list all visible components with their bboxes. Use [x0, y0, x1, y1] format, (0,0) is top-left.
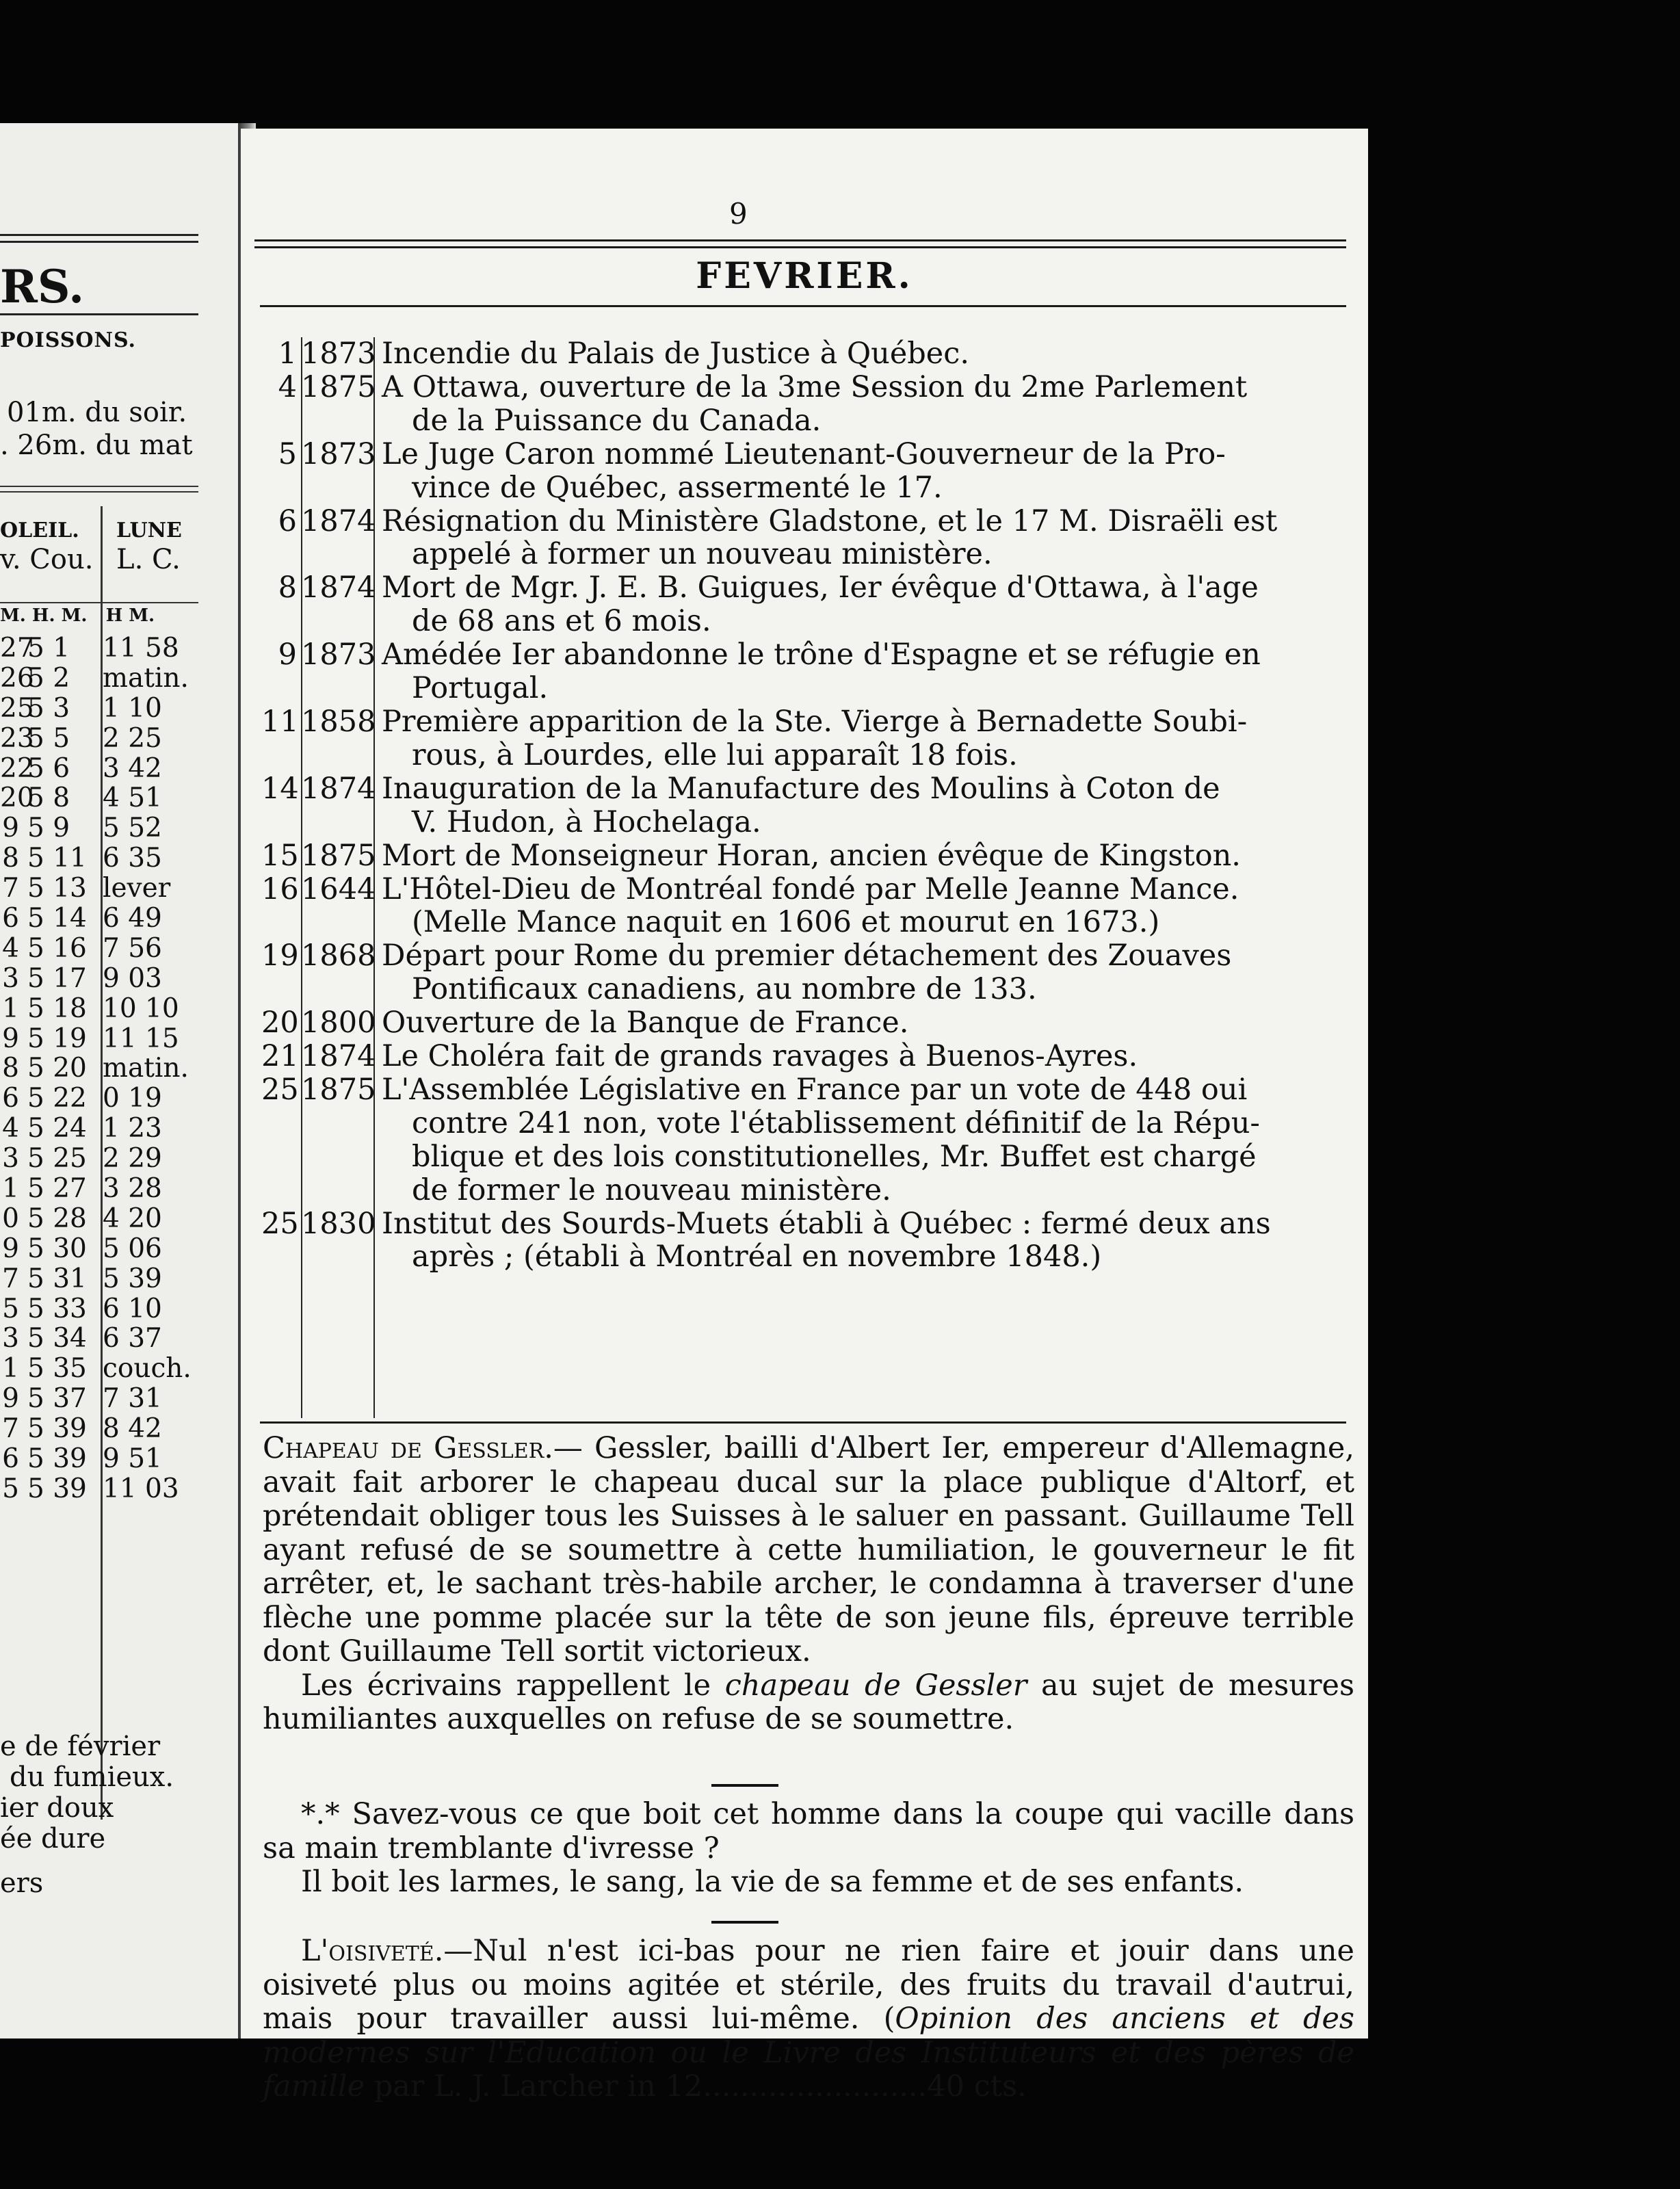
- left-poissons: POISSONS.: [0, 328, 136, 352]
- left-table-cell: 5 52: [103, 813, 162, 844]
- left-bottom-line: du fumieux.: [10, 1761, 174, 1793]
- event-entry: [261, 873, 1356, 940]
- event-year: 1830: [301, 1206, 376, 1241]
- left-table-cell: 1: [2, 1353, 19, 1385]
- left-table-cell: 5 2: [27, 662, 70, 694]
- left-table-cell: 23: [0, 722, 34, 754]
- event-text: [382, 505, 1356, 572]
- gessler-italic: chapeau de Gessler: [724, 1668, 1027, 1703]
- event-text-line: après ; (établi à Montréal en novembre 1848.): [412, 1240, 1102, 1274]
- left-table-row: [0, 993, 205, 1023]
- left-table-row: [0, 723, 205, 753]
- event-entry: [261, 705, 1356, 772]
- left-table-cell: 6 35: [103, 843, 162, 874]
- left-table-cell: 9 03: [103, 962, 162, 994]
- event-day: 25: [261, 1072, 299, 1107]
- event-text: [382, 638, 1356, 705]
- left-table-cell: 5 5: [27, 722, 70, 754]
- left-rule: [0, 313, 198, 315]
- left-rule: [0, 486, 198, 487]
- left-table-row: [0, 813, 205, 843]
- section-rule: [260, 1421, 1346, 1424]
- event-entry: [261, 638, 1356, 705]
- event-text-line: Mort de Monseigneur Horan, ancien évêque de Kingston.: [382, 838, 1241, 873]
- event-text-line: Le Choléra fait de grands ravages à Buenos-Ayres.: [382, 1039, 1138, 1074]
- event-day: 6: [278, 503, 297, 538]
- event-text-line: Le Juge Caron nommé Lieutenant-Gouverneur de la Pro-: [382, 436, 1226, 471]
- oisivete-body: —Nul n'est ici-bas pour ne rien faire et jouir dans une oisiveté plus ou moins agitée et stérile, des fruits du travail d'autrui, mais pour travailler aussi lui-même. (: [263, 1934, 1354, 2036]
- left-table-cell: 5 34: [27, 1323, 87, 1354]
- left-table-row: [0, 1023, 205, 1053]
- event-text-line: appelé à former un nouveau ministère.: [412, 537, 993, 572]
- left-table-cell: 7: [2, 873, 19, 904]
- left-table-cell: 5 31: [27, 1263, 87, 1294]
- event-text-line: (Melle Mance naquit en 1606 et mourut en 1673.): [412, 905, 1160, 940]
- left-table-cell: 5 9: [27, 813, 70, 844]
- left-table-cell: 3 42: [103, 752, 162, 784]
- left-table-row: [0, 753, 205, 783]
- left-table-cell: 5 39: [103, 1263, 162, 1294]
- event-entry: [261, 505, 1356, 572]
- left-col-sub: v. Cou.: [0, 544, 94, 575]
- event-text-line: Inauguration de la Manufacture des Moulins à Coton de: [382, 771, 1220, 806]
- event-year: 1873: [301, 436, 376, 471]
- event-text-line: V. Hudon, à Hochelaga.: [412, 804, 761, 839]
- event-text-line: Portugal.: [412, 671, 549, 706]
- event-entry: [261, 438, 1356, 505]
- event-day: 15: [261, 838, 299, 873]
- event-text-line: L'Hôtel-Dieu de Montréal fondé par Melle Jeanne Mance.: [382, 871, 1239, 906]
- event-year: 1868: [301, 939, 376, 973]
- event-text-line: rous, à Lourdes, elle lui apparaît 18 fois.: [412, 737, 1018, 772]
- left-table-cell: 5 14: [27, 903, 87, 934]
- event-text-line: de former le nouveau ministère.: [412, 1172, 891, 1207]
- left-table-cell: 5 3: [27, 692, 70, 724]
- left-table-cell: 7: [2, 1413, 19, 1445]
- events-list: [261, 337, 1356, 1274]
- left-table-cell: 11 03: [103, 1473, 179, 1504]
- event-text-line: Pontificaux canadiens, au nombre de 133.: [412, 972, 1037, 1007]
- oisivete-italic: Opinion des anciens et des modernes sur l'Education ou le Livre des Instituteurs et des pères de famille: [263, 2002, 1354, 2103]
- left-table-cell: 6: [2, 1083, 19, 1114]
- event-text-line: Ouverture de la Banque de France.: [382, 1006, 909, 1040]
- event-day: 16: [261, 871, 299, 906]
- event-year: 1873: [301, 638, 376, 672]
- event-text: [382, 337, 1356, 371]
- left-col-sub: L. C.: [116, 544, 181, 575]
- left-table-row: [0, 843, 205, 873]
- event-text-line: contre 241 non, vote l'établissement définitif de la Répu-: [412, 1105, 1260, 1140]
- left-table-cell: 5 39: [27, 1443, 87, 1475]
- event-year: 1874: [301, 571, 376, 605]
- left-table-cell: 3: [2, 1143, 19, 1175]
- left-table-cell: 1: [2, 993, 19, 1024]
- ivresse-marker: *.*: [301, 1797, 340, 1831]
- left-table-cell: 3 28: [103, 1173, 162, 1205]
- left-table-cell: 5 28: [27, 1203, 87, 1234]
- left-table-row: [0, 633, 205, 663]
- left-table-cell: 5 16: [27, 932, 87, 964]
- left-table-cell: 5 27: [27, 1173, 87, 1205]
- left-table-cell: 4: [2, 932, 19, 964]
- left-table-row: [0, 1083, 205, 1113]
- separator: [711, 1921, 778, 1924]
- left-table-cell: 5 39: [27, 1413, 87, 1445]
- left-table-cell: 5: [2, 1473, 19, 1504]
- event-year: 1874: [301, 771, 376, 806]
- left-table-row: [0, 1413, 205, 1443]
- event-day: 8: [278, 571, 297, 605]
- left-table-cell: 5 25: [27, 1143, 87, 1175]
- left-table-cell: 9: [2, 1383, 19, 1415]
- left-table-row: [0, 963, 205, 993]
- event-day: 11: [261, 704, 299, 739]
- left-bottom-line: e de février: [0, 1731, 161, 1762]
- event-day: 21: [261, 1039, 299, 1074]
- left-table-row: [0, 1113, 205, 1143]
- left-table-cell: 7: [2, 1263, 19, 1294]
- left-bottom-line: ers: [0, 1867, 44, 1899]
- left-table-cell: 8: [2, 843, 19, 874]
- left-col-head: OLEIL.: [0, 519, 79, 542]
- left-table-cell: 0 19: [103, 1083, 162, 1114]
- oisivete-section: [263, 1935, 1354, 2104]
- event-entry: [261, 1006, 1356, 1040]
- left-table-cell: 5 11: [27, 843, 87, 874]
- event-text: [382, 571, 1356, 638]
- left-table-cell: 27: [0, 633, 34, 664]
- left-table-row: [0, 1203, 205, 1233]
- event-year: 1875: [301, 838, 376, 873]
- left-table-cell: 25: [0, 692, 34, 724]
- left-bottom-line: ier doux: [0, 1792, 114, 1824]
- page-number: 9: [729, 197, 748, 231]
- event-year: 1858: [301, 704, 376, 739]
- left-rule: [0, 234, 198, 236]
- oisivete-after: par L. J. Larcher in 12........................40 cts.: [365, 2069, 1027, 2103]
- left-table-cell: 5 6: [27, 752, 70, 784]
- event-text: [382, 438, 1356, 505]
- left-table-row: [0, 1353, 205, 1383]
- event-text: [382, 1207, 1356, 1274]
- event-text-line: vince de Québec, assermenté le 17.: [412, 470, 943, 505]
- event-day: 9: [278, 638, 297, 672]
- left-table-cell: 0: [2, 1203, 19, 1234]
- month-title: FEVRIER.: [696, 255, 913, 297]
- left-table-cell: 9: [2, 813, 19, 844]
- event-year: 1875: [301, 369, 376, 404]
- event-text: [382, 873, 1356, 940]
- left-table-row: [0, 1173, 205, 1203]
- left-table-cell: 7 31: [103, 1383, 162, 1415]
- left-table-cell: 5 19: [27, 1023, 87, 1054]
- event-entry: [261, 571, 1356, 638]
- event-entry: [261, 772, 1356, 839]
- event-entry: [261, 1207, 1356, 1274]
- left-lunar-line: . 26m. du mat: [0, 430, 193, 461]
- event-text-line: Première apparition de la Ste. Vierge à Bernadette Soubi-: [382, 704, 1248, 739]
- header-rule: [254, 239, 1346, 241]
- left-table-cell: 5 39: [27, 1473, 87, 1504]
- left-table-cell: 4 51: [103, 783, 162, 814]
- left-table-cell: 5 06: [103, 1233, 162, 1264]
- separator: [711, 1784, 778, 1787]
- left-table-cell: 7 56: [103, 932, 162, 964]
- left-table-cell: 4 20: [103, 1203, 162, 1234]
- left-table-row: [0, 1323, 205, 1353]
- event-text-line: de 68 ans et 6 mois.: [412, 604, 711, 639]
- left-table-cell: 11 58: [103, 633, 179, 664]
- event-text-line: Mort de Mgr. J. E. B. Guigues, Ier évêque d'Ottawa, à l'age: [382, 571, 1259, 605]
- event-text: [382, 939, 1356, 1006]
- left-table-row: [0, 693, 205, 723]
- event-entry: [261, 337, 1356, 371]
- gessler-second: Les écrivains rappellent le: [301, 1668, 711, 1703]
- left-bottom-line: ée dure: [0, 1823, 106, 1854]
- oisivete-heading: L'oisiveté.: [301, 1934, 444, 1968]
- gessler-section: [263, 1432, 1354, 1737]
- ivresse-line1: Savez-vous ce que boit cet homme dans la coupe qui vacille dans sa main tremblante d'ivresse ?: [263, 1797, 1355, 1865]
- left-table-cell: 6 49: [103, 903, 162, 934]
- event-text: [382, 1073, 1356, 1207]
- event-year: 1800: [301, 1006, 376, 1040]
- event-text: [382, 1040, 1356, 1073]
- event-day: 20: [261, 1006, 299, 1040]
- header-rule: [254, 246, 1346, 248]
- left-table-cell: 6: [2, 903, 19, 934]
- left-table-cell: 5 20: [27, 1053, 87, 1084]
- event-year: 1644: [301, 871, 376, 906]
- left-table-cell: 9: [2, 1233, 19, 1264]
- left-table-cell: 3: [2, 1323, 19, 1354]
- left-table-cell: 5 17: [27, 962, 87, 994]
- left-lunar-line: 01m. du soir.: [7, 397, 187, 428]
- left-unit-row: M. H. M. H M.: [0, 605, 155, 626]
- gessler-body: — Gessler, bailli d'Albert Ier, empereur d'Allemagne, avait fait arborer le chapeau ducal sur la place publique d'Altorf, et prétendait obliger tous les Suisses à le saluer en passant. Guillaume Tell ayant refusé de se soumettre à cette humiliation, le gouverneur le fit arrêter, et, le sachant très-habile archer, le condamna à traverser d'une flèche une pomme placée sur la tête de son jeune fils, épreuve terrible dont Guillaume Tell sortit victorieux.: [263, 1431, 1355, 1668]
- left-table-cell: 5 35: [27, 1353, 87, 1385]
- left-table-cell: 8 42: [103, 1413, 162, 1445]
- event-text: [382, 371, 1356, 438]
- event-text-line: A Ottawa, ouverture de la 3me Session du 2me Parlement: [382, 369, 1248, 404]
- event-day: 5: [278, 436, 297, 471]
- left-table-cell: 9: [2, 1023, 19, 1054]
- left-table-row: [0, 1473, 205, 1504]
- left-table-row: [0, 903, 205, 933]
- event-text: [382, 839, 1356, 873]
- left-table-cell: 26: [0, 662, 34, 694]
- left-table-cell: 5 33: [27, 1293, 87, 1324]
- event-text-line: Départ pour Rome du premier détachement des Zouaves: [382, 939, 1232, 973]
- left-table-row: [0, 1294, 205, 1324]
- event-year: 1874: [301, 503, 376, 538]
- event-day: 25: [261, 1206, 299, 1241]
- event-text-line: L'Assemblée Législative en France par un vote de 448 oui: [382, 1072, 1248, 1107]
- event-text-line: Amédée Ier abandonne le trône d'Espagne et se réfugie en: [382, 638, 1261, 672]
- left-table-row: [0, 1263, 205, 1294]
- event-text-line: Institut des Sourds-Muets établi à Québec : fermé deux ans: [382, 1206, 1271, 1241]
- left-table-row: [0, 663, 205, 693]
- left-table-cell: 11 15: [103, 1023, 179, 1054]
- left-table-row: [0, 933, 205, 963]
- event-day: 4: [278, 369, 297, 404]
- left-table-cell: 1: [2, 1173, 19, 1205]
- left-rule: [0, 602, 198, 603]
- left-table-cell: 5 18: [27, 993, 87, 1024]
- left-table-cell: 5 13: [27, 873, 87, 904]
- left-table-cell: 5 8: [27, 783, 70, 814]
- event-entry: [261, 839, 1356, 873]
- left-table-row: [0, 783, 205, 813]
- event-text-line: Incendie du Palais de Justice à Québec.: [382, 337, 969, 371]
- left-table-row: [0, 1053, 205, 1083]
- event-text-line: Résignation du Ministère Gladstone, et le 17 M. Disraëli est: [382, 503, 1278, 538]
- left-table-cell: 9 51: [103, 1443, 162, 1475]
- left-page-fragment: [0, 123, 238, 2039]
- ivresse-section: [263, 1798, 1354, 1900]
- left-table-cell: 5 22: [27, 1083, 87, 1114]
- left-table-cell: 5: [2, 1293, 19, 1324]
- left-table-row: [0, 1233, 205, 1263]
- almanac-page: [241, 129, 1368, 2103]
- event-year: 1873: [301, 337, 376, 371]
- event-day: 19: [261, 939, 299, 973]
- left-table-row: [0, 1383, 205, 1413]
- event-year: 1874: [301, 1039, 376, 1074]
- left-table-cell: 2 29: [103, 1143, 162, 1175]
- left-table-cell: 20: [0, 783, 34, 814]
- left-table-cell: 10 10: [103, 993, 179, 1024]
- gessler-heading: Chapeau de Gessler.: [263, 1431, 553, 1465]
- left-table-cell: couch.: [103, 1353, 192, 1385]
- left-rule: [0, 491, 198, 493]
- event-text-line: de la Puissance du Canada.: [412, 403, 822, 438]
- left-rule: [0, 241, 198, 243]
- left-table-cell: 6 10: [103, 1293, 162, 1324]
- left-table-cell: 6 37: [103, 1323, 162, 1354]
- left-col-head: LUNE: [116, 519, 182, 542]
- gessler-second-after: au sujet de mesures humiliantes auxquelles on refuse de se soumettre.: [263, 1668, 1355, 1736]
- left-table-cell: 5 1: [27, 633, 70, 664]
- left-table-cell: 6: [2, 1443, 19, 1475]
- event-entry: [261, 371, 1356, 438]
- left-table-cell: 5 30: [27, 1233, 87, 1264]
- left-table-row: [0, 1143, 205, 1173]
- event-entry: [261, 939, 1356, 1006]
- left-table-cell: matin.: [103, 1053, 189, 1084]
- left-table-cell: matin.: [103, 662, 189, 694]
- ivresse-line2: Il boit les larmes, le sang, la vie de sa femme et de ses enfants.: [301, 1865, 1244, 1899]
- left-table-cell: 2 25: [103, 722, 162, 754]
- header-rule: [260, 305, 1346, 307]
- event-year: 1875: [301, 1072, 376, 1107]
- event-day: 1: [278, 337, 297, 371]
- event-day: 14: [261, 771, 299, 806]
- left-table-cell: 3: [2, 962, 19, 994]
- left-table-cell: 5 24: [27, 1113, 87, 1144]
- left-table-cell: 1 23: [103, 1113, 162, 1144]
- event-text-line: blique et des lois constitutionelles, Mr. Buffet est chargé: [412, 1139, 1257, 1174]
- left-time-table: [0, 633, 205, 1504]
- event-text: [382, 772, 1356, 839]
- event-text: [382, 705, 1356, 772]
- left-table-cell: 4: [2, 1113, 19, 1144]
- event-entry: [261, 1073, 1356, 1207]
- left-table-cell: 1 10: [103, 692, 162, 724]
- left-page-title: RS.: [0, 260, 85, 313]
- left-table-row: [0, 1443, 205, 1473]
- left-table-cell: 5 37: [27, 1383, 87, 1415]
- left-table-row: [0, 873, 205, 903]
- left-table-cell: lever: [103, 873, 171, 904]
- left-table-cell: 8: [2, 1053, 19, 1084]
- left-table-cell: 22: [0, 752, 34, 784]
- event-text: [382, 1006, 1356, 1040]
- event-entry: [261, 1040, 1356, 1073]
